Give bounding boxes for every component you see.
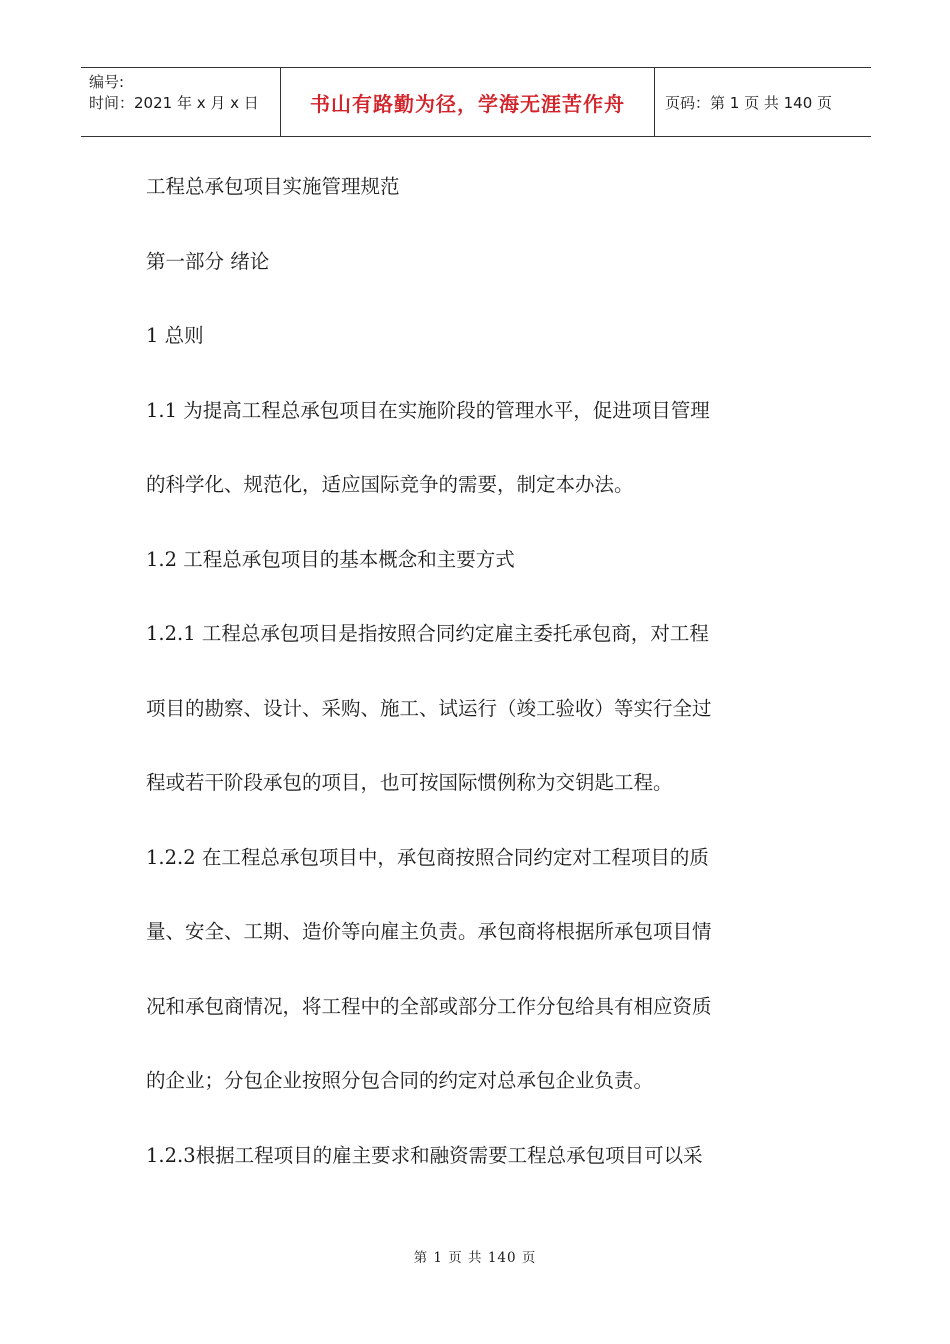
section-heading: 第一部分 绪论 xyxy=(146,249,270,273)
date-label: 时间：2021 年 x 月 x 日 xyxy=(89,94,259,112)
header-meta-cell xyxy=(81,68,281,136)
text-line: 1.2.2 在工程总承包项目中，承包商按照合同约定对工程项目的质 xyxy=(146,845,709,869)
text-line: 1.1 为提高工程总承包项目在实施阶段的管理水平，促进项目管理 xyxy=(146,398,710,422)
subsection-heading: 1.2 工程总承包项目的基本概念和主要方式 xyxy=(146,547,515,571)
text-line: 的科学化、规范化，适应国际竞争的需要，制定本办法。 xyxy=(146,473,634,496)
document-body xyxy=(146,160,806,1203)
text-line: 的企业；分包企业按照分包合同的约定对总承包企业负责。 xyxy=(146,1069,654,1092)
chapter-heading: 1 总则 xyxy=(146,324,204,347)
page-header xyxy=(81,67,871,137)
document-title: 工程总承包项目实施管理规范 xyxy=(146,175,400,198)
text-line: 1.2.1 工程总承包项目是指按照合同约定雇主委托承包商，对工程 xyxy=(146,622,709,645)
header-motto: 书山有路勤为径，学海无涯苦作舟 xyxy=(281,68,655,136)
text-line: 程或若干阶段承包的项目，也可按国际惯例称为交钥匙工程。 xyxy=(146,771,673,794)
header-page-info: 页码：第 1 页 共 140 页 xyxy=(665,93,833,112)
page-footer: 第 1 页 共 140 页 xyxy=(413,1250,537,1266)
text-line: 1.2.3根据工程项目的雇主要求和融资需要工程总承包项目可以采 xyxy=(146,1143,703,1167)
text-line: 况和承包商情况，将工程中的全部或部分工作分包给具有相应资质 xyxy=(146,994,712,1018)
text-line: 量、安全、工期、造价等向雇主负责。承包商将根据所承包项目情 xyxy=(146,920,712,943)
text-line: 项目的勘察、设计、采购、施工、试运行（竣工验收）等实行全过 xyxy=(146,696,712,720)
serial-label: 编号: xyxy=(89,73,125,91)
